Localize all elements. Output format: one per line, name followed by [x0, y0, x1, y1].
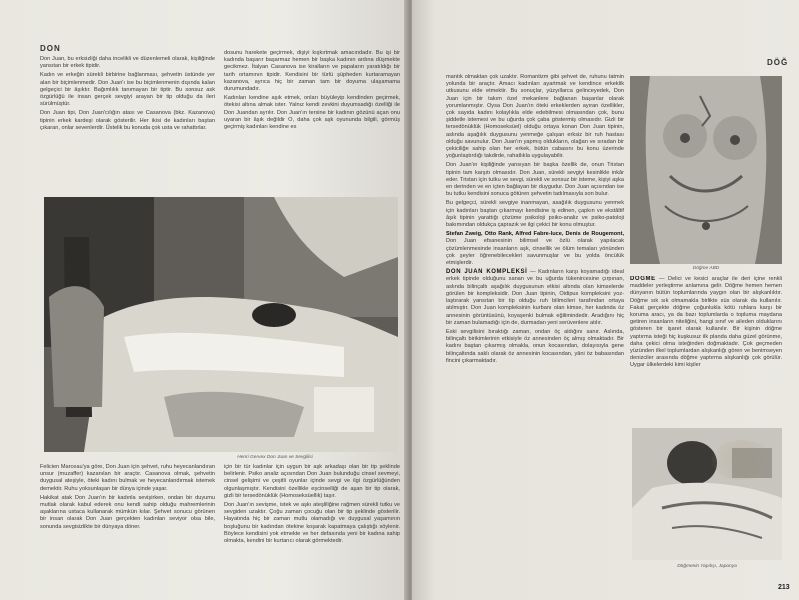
- painting-caption: Henri Gervex Don Juan ve Sevgilisi: [237, 455, 313, 460]
- paragraph: Kadın ve erkeğin sürekli birbirine bağlanması, şehvetin üstünde yer alan bir biçimlenmedir. Don Juan'ı ise bu biçimlenmenin dışında kalan gelgeçici bir âşıktır. Bağımlılık tanımayan bir tiptir. Bu sonsuz ask özgürlüğü ile insan gerçek sevgiyi arayan bir tip olduğu da ileri sürülmüştür.: [40, 72, 215, 108]
- paragraph: Hakikat atak Don Juan'ın bir kadınla sevişirken, ondan bir duyumu mutlak olarak kabul ederek onu kendi sahip olduğu mahremlerinin aşaklarına ustaca kullanarak mümkün kılar. Şehvet sonucu görünen bir insan olarak Don Juan gerçekten kadınları seviyor olsa bile, sonunda sevgisizlikte bir dünyaya döner.: [40, 494, 215, 530]
- right-column-1: [446, 74, 624, 594]
- paragraph: Don Juan'ın sevişme, istek ve aşkı ateşliliğine rağmen sürekli tutku ve sevgiden uzaktır. Çoğu zaman çocuğu olan bir tip şeklinde gösterilir. Hayatında hiç bir zaman mutlu olamadığı ve duygusal yaşamının boşluğunu bir kadından ötekine koşarak kapatmaya çalıştığı söylenir. Böylece kendisini yok etmekte ve her defasında yeni bir kadına sahip olmakta, kendini bir kurtarıcı olarak görmektedir.: [224, 502, 400, 545]
- author-names: Stefan Zweig, Otto Rank, Alfred Fabre-luce, Denis de Rougemont,: [446, 231, 624, 238]
- tattoo-photo-caption: Döğme ABD: [692, 266, 720, 271]
- kompleks-text: — Kadınların karşı koyamadığı ideal erkek tipinde olduğunu sanan ve bu uğurda tükenircesine çırpınan, aslında bilinçaltı aşağılık duygusunun etkisi altında olan kimselerde görülen bir kompleksidir. Don Juan tipinin, Oidipus kompleksini yoz-laştırarak yansıtan bir tip olduğu ruh bilimcileri tarafından ortaya atılmıştır. Don Juan kompleksinin kurbanı olan kimse, her kadında öz annesinin görüntüsünü, koyaşenki bulmak eğilimindedir. Aradığını hiç bir zaman bulamadığı için de, durmadan yeni serüvenlere atılır.: [446, 269, 624, 326]
- paragraph: [630, 276, 782, 370]
- dogme-heading: DÖĞME: [630, 276, 656, 282]
- kompleks-heading: DON JUAN KOMPLEKSİ: [446, 269, 528, 276]
- dogme-text: — Delici ve kesici araçlar ile deri içine renkli maddeler yerleştirme anlamına gelir. Döğme hemen hemen dünyanın bütün toplumlarında yaygın olan bir alışkanlıktır. Döğme sık sık olmamakla birlikte süs olarak da kullanılır. Fakat gerçekte döğme çoğunlukla kötü ruhlara karşı bir koruma aracı, ya da bazı toplumlarda o topluma maydana getiren insanların niteliğini, hangi sınıf ve aileden olduklarını gösteren bir işaret olarak kullanılır. Bir kişinin döğme yaptırma isteği hiç kuşkusuz ilk planda daha güzel görünme, daha çekici olma isteğinden doğmaktadır. Çok geçmeden yüzünden ilkel toplumlardan alışkanlığı gören ve benimseyen denizciler arasında döğme yaptırma alışkanlığı çok görülür. Uygar ülkelerdeki kimi kişiler: [630, 276, 782, 369]
- running-head-left: DON: [40, 44, 61, 53]
- paragraph-text: Don Juan efsanesinin bilimsel ve özlü olarak yapılacak çözümlenmesinde insanların aşk, cinsellik ve ölüm temaları yönünden çok şeyler öğrenebilecekleri savunmuşlar ve bu yolda öncülük etmişlerdir.: [446, 238, 624, 267]
- painting-photo: [44, 197, 398, 452]
- left-bottom-column-2: [224, 464, 400, 598]
- paragraph: Don Juan, bu erksizliği daha incelikli ve düzenlemeli olarak, kişiliğinde yansıtan bir erkek tipidir.: [40, 56, 215, 70]
- right-column-2: [630, 276, 782, 422]
- paragraph: Eski sevgilisini bıraktığı zaman, ondan öç aldığını sanır. Aslında, bilinçaltı birikimlerinin etkisiyle öz annesinden öç almış olmaktadır. Bir kadını baştan çıkarmış olmakla, onun kocasından, dolayısıyla gene bilinçaltında saklı olarak öz annesinin kocasından, yâni öz babasından fincini çıkarmaktadır.: [446, 328, 624, 364]
- paragraph: mantık olmaktan çok uzaktır. Romantizm gibi şehvet de, ruhunu tatmin yolunda bir araçtır. Amacı kadınları ayartmak ve kendince erkeklik utkusunu elde etmektir. Bu sonuçlar, yüzyıllarca gelinceyedek, Don Juan için bir takım özel mekanlere bağlanan başarılar olarak yorumlanmıştır. Oysa Don Juan'ın öteki erkeklerden ayıran özellikler, çok sayıda kadını kolaylıkla elde edebilmesi olmasından çok, bunu şiddetle istemesi ve bu uğurda çok çaba göstermiş olmasıdır. Gizli bir tersedönüklük (Homoseksüel) olduğu ortaya konan Don Juan tipinin, aslında aşağılık duygusunu yenmeğe çalışan erksiz bir ruh hastası olduğu savunulur. Don Juan'ın yapmış oldukların, olağan ve sıradan bir çekiciliğe sahip olan her erkek, bütün cabasını bu konu üzerinde yoğunlaştırdığı takdirde, rahatlıkla uygulayabilir.: [446, 74, 624, 160]
- left-bottom-column-1: [40, 464, 215, 598]
- paragraph: Don Juan tipi, Don Juan'cılığın atası ve Casanova (bkz. Kazanova) tipinin erkek kardeşi olarak gösterilir. Her ikisi de kadınları baştan çıkaran, onlar sevenlerdir. Üstelik bu konuda çok usta ve rahattırlar.: [40, 110, 215, 131]
- paragraph: Kadınları kendine aşık etmek, onları büyüleyip kendinden geçirmek, ötekisi altına almak ister. Yalnız kendi zevkini duyumsadığı özelliği ile Don Juandan ayrılır. Don Juan'ın tersine bir kadının gözünü açan onu uyaran bir âşık değildir O, daha çok aşk oyununda bilgili, görmüş geçirmiş kadınları kendine es: [224, 95, 400, 131]
- paper-stain: [712, 440, 772, 480]
- page-number: 213: [778, 584, 790, 591]
- paragraph: [446, 269, 624, 327]
- left-column-2: [224, 50, 400, 196]
- painting-illustration: [44, 197, 398, 452]
- tattoo-torso-photo: [630, 76, 782, 264]
- paragraph: [446, 231, 624, 267]
- paragraph: dosunu harekete geçirmek, dişiyi kışkırtmak amacındadır. Bu işi bir kadında başarır başarmaz hemen bir başka kadının ardına düşmekte gecikmez. İtalyan Casanova ise kiralların ve papaların yaratıldığı bir tarih ortamının tipidir. Kendisini bir türlü şüpheden kurtaramayan kazanova, ayrıca hiç bir zaman tam bir doyuma ulaşamama durumundadır.: [224, 50, 400, 93]
- paragraph: Bu gelgeçci, sürekli sevgiye inanmayan, asağılık duygusunu yenmek için kadınları baştan çıkarmayı kendisine iş edinen, çapkın ve ekstâltif âşık tipinin yarattığı çözüme psikoloji psiko-analiz ve psiko-patoloji bakımından oldukça çaprazık ve ilgi çekici bir konu olmuştur.: [446, 200, 624, 229]
- right-page: [412, 0, 799, 600]
- running-head-right: DÖĞ: [767, 58, 789, 67]
- tattooing-photo-caption: Döğmenin Yapılışı, Japonya: [677, 564, 737, 569]
- paragraph: için bir tür kadınlar için uygun bir aşk arkadaşı olan bir tip şeklinde belirlenir. Psiko analiz açısından Don Juan bulunduğu cinsel sevmeyi, cinsel gelişimi ve çeşitli oyunlar içinde sevgi ve ilgi özgürlüğünden olgunlaşmıştır. Kendisini özellikle eşcinselliği de aşan bir tip olarak, gizli bir tersedönüklük (Homoseksüellik) taşır.: [224, 464, 400, 499]
- paragraph: Felicien Marceau'ya göre, Don Juan için şehvet, ruhu heyecanlandıran unsur (muzaffer) kazanılan bir araçtır. Casanova olmak, şehvetin duygusal ateşiyle, öteki kadını bulmak ve heyecanlandırmak istemek demektir. Ruhu yoksunlaşan bir dünya içinde yaşar.: [40, 464, 215, 492]
- left-column-1: [40, 56, 215, 196]
- tattoo-illustration: [630, 76, 782, 264]
- paragraph: Don Juan'ın kişiliğinde yansıyan bir başka özellik de, onun Tristan tipinin tam karşıtı olmasıdır. Don Juan, sürekli sevgiyi kesinlikle inkâr eder. Tristan için tutku ve sevgi, sürekli ve sonsuz bir isteme, kişiyi aşka en derinden ve en içten bağlayan bir duygudur. Don Juan açısından ise bu tutku kendisini sonuca götüren şehvetin tadılmasıyla son bulur.: [446, 162, 624, 198]
